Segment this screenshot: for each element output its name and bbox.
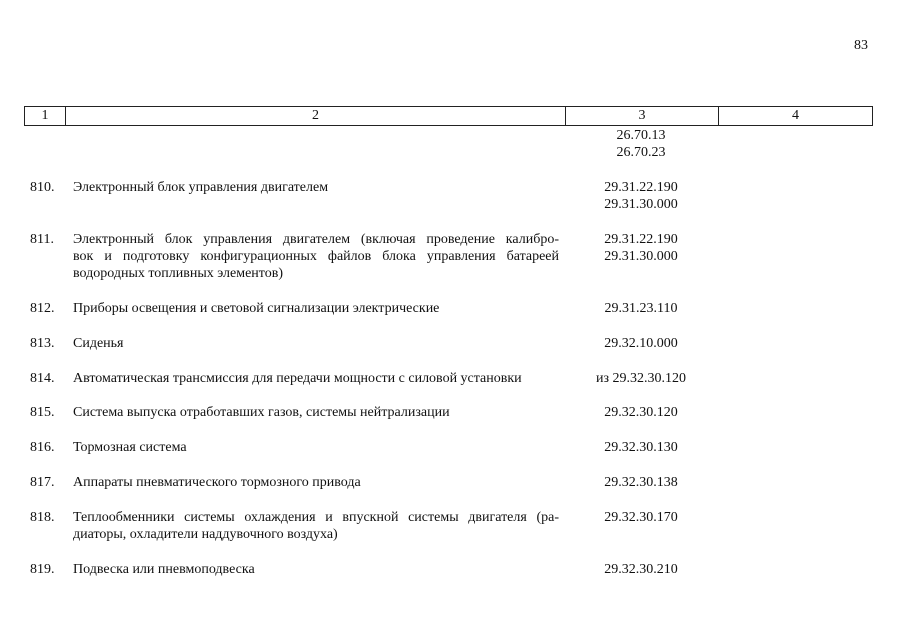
- row-name-line: Теплообменники системы охлаждения и впускной системы двигателя (ра-: [73, 510, 559, 525]
- row-name-line: водородных топливных элементов): [73, 266, 283, 281]
- row-number: 818.: [30, 510, 55, 525]
- row-number: 810.: [30, 180, 55, 195]
- column-header-3: 3: [566, 107, 719, 126]
- row-code: 29.32.30.138: [604, 475, 678, 490]
- row-name-line: диаторы, охладители наддувочного воздуха): [73, 527, 338, 542]
- row-name: [73, 509, 559, 543]
- row-codes: [565, 474, 717, 491]
- row-name: Электронный блок управления двигателем: [73, 180, 329, 195]
- row-name: Система выпуска отработавших газов, системы нейтрализации: [73, 405, 450, 420]
- row-code: 29.31.30.000: [604, 197, 678, 212]
- row-code: 29.31.30.000: [604, 249, 678, 264]
- row-name: [73, 231, 559, 282]
- row-name: Подвеска или пневмоподвеска: [73, 562, 255, 577]
- row-number: 817.: [30, 475, 55, 490]
- column-header-1: 1: [25, 107, 66, 126]
- row-code: 29.32.30.170: [604, 510, 678, 525]
- row-codes: [565, 439, 717, 456]
- row-name: Тормозная система: [73, 440, 187, 455]
- continuation-codes: [565, 127, 717, 161]
- row-codes: [565, 404, 717, 421]
- row-codes: [565, 561, 717, 578]
- row-codes: [565, 179, 717, 213]
- row-code: 29.32.30.130: [604, 440, 678, 455]
- row-code: 29.31.23.110: [604, 301, 678, 316]
- row-codes: [565, 509, 717, 526]
- row-codes: [565, 300, 717, 317]
- column-header-row: [25, 107, 873, 126]
- page-number: 83: [854, 38, 868, 53]
- row-codes: [565, 231, 717, 265]
- row-name: Аппараты пневматического тормозного привода: [73, 475, 361, 490]
- row-codes: [565, 335, 717, 352]
- row-code: 29.32.10.000: [604, 336, 678, 351]
- row-name: Автоматическая трансмиссия для передачи мощности с силовой установки: [73, 371, 522, 386]
- column-header-table: [24, 106, 873, 126]
- row-name-line: Электронный блок управления двигателем (включая проведение калибро-: [73, 232, 559, 247]
- row-name: Приборы освещения и световой сигнализации электрические: [73, 301, 440, 316]
- row-number: 816.: [30, 440, 55, 455]
- row-number: 812.: [30, 301, 55, 316]
- row-number: 811.: [30, 232, 54, 247]
- row-number: 813.: [30, 336, 55, 351]
- row-code: 29.31.22.190: [604, 232, 678, 247]
- row-name-line: вок и подготовку конфигурационных файлов блока управления батареей: [73, 249, 559, 264]
- row-number: 815.: [30, 405, 55, 420]
- row-number: 819.: [30, 562, 55, 577]
- row-code: из 29.32.30.120: [595, 371, 687, 386]
- row-code: 29.32.30.210: [604, 562, 678, 577]
- row-code: 29.32.30.120: [604, 405, 678, 420]
- continuation-code: 26.70.13: [616, 128, 666, 143]
- column-header-2: 2: [66, 107, 566, 126]
- row-name: Сиденья: [73, 336, 124, 351]
- continuation-code: 26.70.23: [616, 145, 666, 160]
- row-code: 29.31.22.190: [604, 180, 678, 195]
- row-number: 814.: [30, 371, 55, 386]
- column-header-4: 4: [719, 107, 873, 126]
- row-codes: [565, 370, 717, 387]
